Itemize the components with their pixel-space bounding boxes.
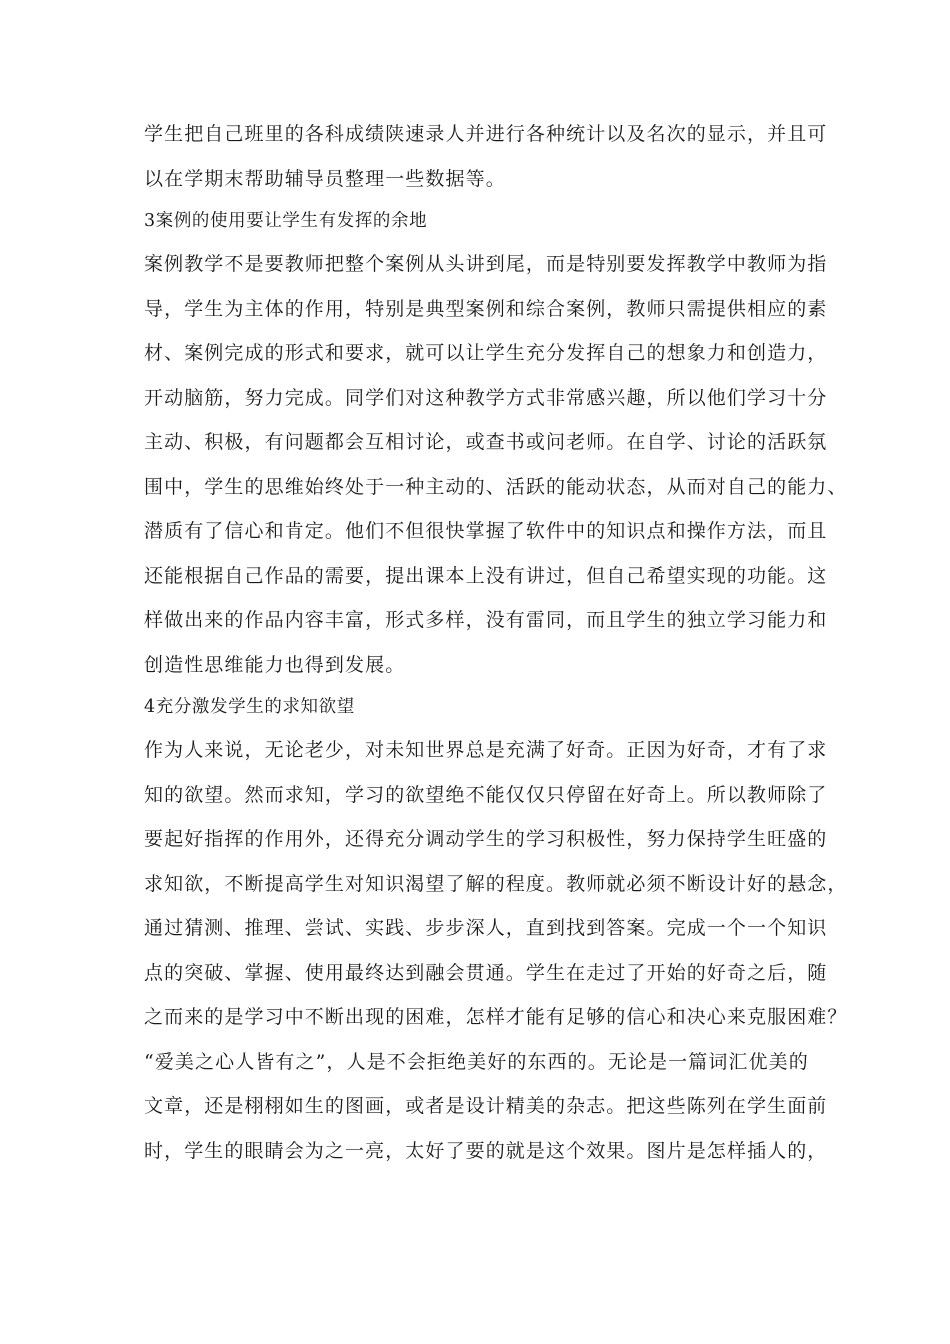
text-line: 主动、积极，有问题都会互相讨论，或查书或问老师。在自学、讨论的活跃氛 xyxy=(144,431,828,453)
text-line: 要起好指挥的作用外，还得充分调动学生的学习积极性，努力保持学生旺盛的 xyxy=(144,828,828,850)
text-line: 潜质有了信心和肯定。他们不但很快掌握了软件中的知识点和操作方法，而且 xyxy=(144,520,828,542)
text-line: 通过猜测、推理、尝试、实践、步步深人，直到找到答案。完成一个一个知识 xyxy=(144,917,828,939)
body-text xyxy=(144,112,848,1173)
text-line: 导，学生为主体的作用，特别是典型案例和综合案例，教师只需提供相应的素 xyxy=(144,297,828,320)
text-line: 学生把自己班里的各科成绩陕速录人并进行各种统计以及名次的显示，并且可 xyxy=(144,123,828,145)
text-line: 点的突破、掌握、使用最终达到融会贯通。学生在走过了开始的好奇之后，随 xyxy=(144,961,828,984)
section-heading: 4充分激发学生的求知欲望 xyxy=(144,697,355,717)
text-line: 样做出来的作品内容丰富，形式多样，没有雷同，而且学生的独立学习能力和 xyxy=(144,609,828,631)
text-line: 求知欲，不断提高学生对知识渴望了解的程度。教师就必须不断设计好的悬念， xyxy=(144,872,848,895)
text-line: 作为人来说，无论老少，对未知世界总是充满了好奇。正因为好奇，才有了求 xyxy=(144,739,828,761)
text-line: 围中，学生的思维始终处于一种主动的、活跃的能动状态，从而对自己的能力、 xyxy=(144,475,848,498)
text-line: 还能根据自己作品的需要，提出课本上没有讲过，但自己希望实现的功能。这 xyxy=(144,564,828,587)
text-line: 以在学期末帮助辅导员整理一些数据等。 xyxy=(144,167,506,190)
text-line: 创造性思维能力也得到发展。 xyxy=(144,653,406,676)
text-line: 材、案例完成的形式和要求，就可以让学生充分发挥自己的想象力和创造力， xyxy=(144,342,828,364)
section-heading: 3案例的使用要让学生有发挥的余地 xyxy=(144,211,428,231)
text-line: 时，学生的眼睛会为之一亮，太好了要的就是这个效果。图片是怎样插人的， xyxy=(144,1139,828,1162)
text-line: 开动脑筋，努力完成。同学们对这种教学方式非常感兴趣，所以他们学习十分 xyxy=(144,386,828,409)
text-line: 知的欲望。然而求知，学习的欲望绝不能仅仅只停留在好奇上。所以教师除了 xyxy=(144,783,828,806)
text-line: 之而来的是学习中不断出现的困难，怎样才能有足够的信心和决心来克服困难？ xyxy=(144,1006,848,1028)
text-line: “爱美之心人皆有之”，人是不会拒绝美好的东西的。无论是一篇词汇优美的 xyxy=(144,1050,809,1073)
text-line: 案例教学不是要教师把整个案例从头讲到尾，而是特别要发挥教学中教师为指 xyxy=(144,253,828,275)
text-line: 文章，还是栩栩如生的图画，或者是设计精美的杂志。把这些陈列在学生面前 xyxy=(144,1095,828,1117)
